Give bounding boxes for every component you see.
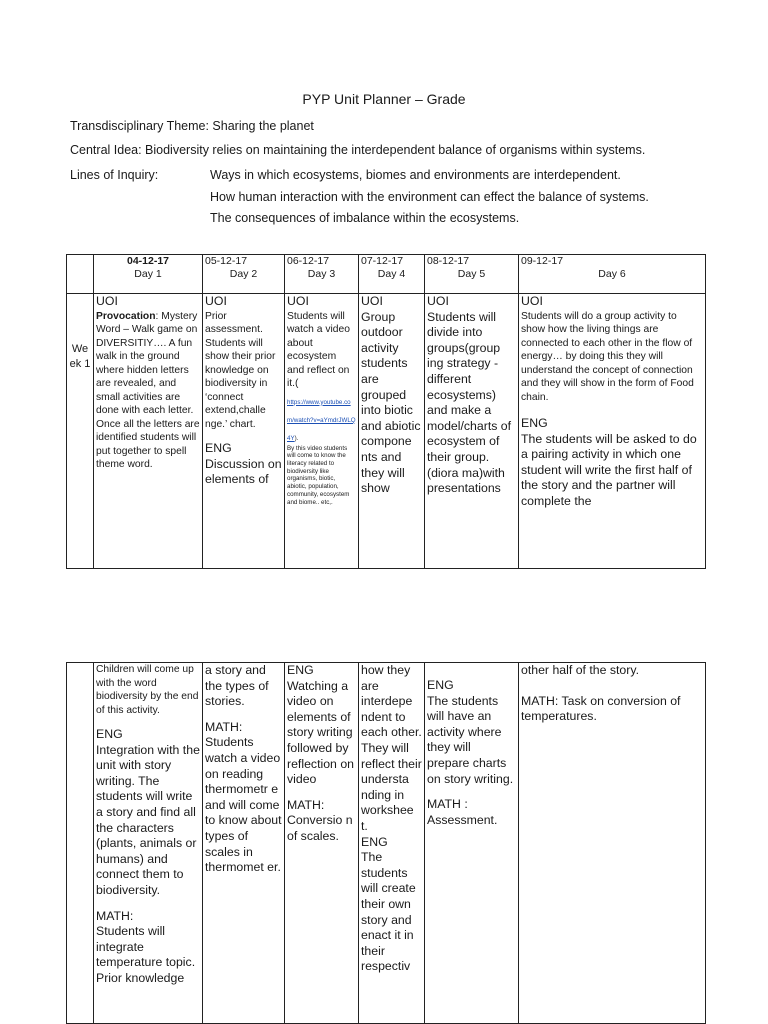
eng-text: Discussion on elements of xyxy=(205,456,282,487)
provocation-text xyxy=(96,310,200,472)
activity-text: Group outdoor activity students are grouped into biotic and abiotic compone nts and they will show xyxy=(361,309,421,496)
activity-note: By this video students will come to know the literacy related to biodiversity like organisms, biotic, abiotic, population, community, ecosystem and biome.. etc,. xyxy=(287,444,350,506)
activity-note: Children will come up with the word biodiversity by the end of this activity. xyxy=(96,664,199,716)
link-close: ). xyxy=(294,434,299,442)
activity-text: how they are interdepe ndent to each other. They will reflect their understa nding in workshee t. xyxy=(361,663,422,833)
eng-label: ENG xyxy=(521,416,548,431)
day-6-cell xyxy=(519,663,706,1024)
planner-table-page-1 xyxy=(66,254,706,569)
uoi-label: UOI xyxy=(205,294,227,308)
day-5-cell xyxy=(425,294,519,569)
math-label: MATH : xyxy=(427,797,468,812)
uoi-label: UOI xyxy=(287,294,309,308)
week-header-cell xyxy=(67,255,94,294)
day-label: Day 5 xyxy=(457,268,486,280)
planner-table-page-2 xyxy=(66,662,706,1024)
eng-text: The students will have an activity where they will prepare charts on story writing. xyxy=(427,693,514,786)
day-date: 08-12-17 xyxy=(427,255,470,267)
day-header-2 xyxy=(203,255,285,294)
day-label: Day 4 xyxy=(377,268,406,280)
eng-label: ENG xyxy=(361,834,388,849)
central-idea: Central Idea: Biodiversity relies on maintaining the interdependent balance of organisms within systems. xyxy=(70,143,646,157)
provocation-label: Provocation xyxy=(96,310,156,322)
day-date: 07-12-17 xyxy=(361,255,404,267)
activity-text: a story and the types of stories. xyxy=(205,663,269,709)
eng-text: Integration with the unit with story writing. The students will write a story and find all the characters (plants, animals or humans) and connect them to biodiversity. xyxy=(96,742,200,897)
day-header-6 xyxy=(519,255,706,294)
day-2-cell xyxy=(203,294,285,569)
week-cell xyxy=(67,663,94,1024)
week-1-row xyxy=(67,294,706,569)
day-date: 06-12-17 xyxy=(287,255,330,267)
math-text: Assessment. xyxy=(427,812,498,827)
day-3-cell xyxy=(285,294,359,569)
eng-label: ENG xyxy=(205,441,232,456)
day-2-cell xyxy=(203,663,285,1024)
page-title: PYP Unit Planner – Grade xyxy=(302,91,466,107)
day-date: 09-12-17 xyxy=(521,255,564,267)
activity-text: Prior assessment. Students will show their prior knowledge on biodiversity in ‘connect extend,challe nge.’ chart. xyxy=(205,310,276,430)
day-4-cell xyxy=(359,663,425,1024)
day-4-cell xyxy=(359,294,425,569)
transdisciplinary-theme: Transdisciplinary Theme: Sharing the planet xyxy=(70,119,314,133)
inquiry-line-2: How human interaction with the environment can effect the balance of systems. xyxy=(210,190,649,204)
video-link[interactable]: https://www.youtube.com/watch?v=aYmdrJWLQ4Y xyxy=(287,398,356,442)
day-1-cell xyxy=(94,663,203,1024)
math-text: Students watch a video on reading thermometr e and will come to know about types of scales in thermomet er. xyxy=(205,735,282,875)
day-label: Day 1 xyxy=(134,268,162,280)
day-header-4 xyxy=(359,255,425,294)
math-text: Students will integrate temperature topic. Prior knowledge xyxy=(96,924,196,985)
week-1-row-continued xyxy=(67,663,706,1024)
math-label: MATH: xyxy=(96,908,134,923)
inquiry-line-3: The consequences of imbalance within the ecosystems. xyxy=(210,211,520,225)
day-5-cell xyxy=(425,663,519,1024)
day-date: 05-12-17 xyxy=(205,255,248,267)
eng-label: ENG xyxy=(287,663,314,677)
day-label: Day 6 xyxy=(598,268,626,280)
uoi-label: UOI xyxy=(427,294,449,308)
day-3-cell xyxy=(285,663,359,1024)
uoi-label: UOI xyxy=(521,294,543,308)
day-header-3 xyxy=(285,255,359,294)
activity-text: Students will watch a video about ecosystem and reflect on it.( xyxy=(287,310,350,390)
math-label: MATH: xyxy=(205,719,243,734)
header-row xyxy=(67,255,706,294)
math-label: MATH: xyxy=(287,797,325,812)
provocation-description: : Mystery Word – Walk game on DIVERSITIY…. A fun walk in the ground where hidden letters are revealed, and small activities are done with each letter. Once all the letters are identified students will put together to spell theme word. xyxy=(96,310,200,471)
uoi-label: UOI xyxy=(361,294,383,308)
week-label: We ek 1 xyxy=(67,294,94,569)
eng-text: The students will create their own story and enact it in their respectiv xyxy=(361,850,416,974)
eng-text: The students will be asked to do a pairing activity in which one student will write the first half of the story and the partner will complete the xyxy=(521,431,697,509)
day-label: Day 3 xyxy=(307,268,336,280)
activity-text: other half of the story. xyxy=(521,663,640,677)
inquiry-line-1: Ways in which ecosystems, biomes and environments are interdependent. xyxy=(210,168,621,182)
activity-text: Students will divide into groups(group ing strategy - different ecosystems) and make a model/charts of ecosystem of their group.(diora ma)with presentations xyxy=(427,309,512,496)
day-header-5 xyxy=(425,255,519,294)
day-header-1 xyxy=(94,255,203,294)
eng-label: ENG xyxy=(96,727,123,741)
eng-label: ENG xyxy=(427,678,454,692)
activity-text: Students will do a group activity to show how the living things are connected to each other in the flow of energy… by doing this they will understand the concept of connection and they will show in the form of Food chain. xyxy=(521,310,694,403)
day-label: Day 2 xyxy=(229,268,258,280)
day-date: 04-12-17 xyxy=(126,255,170,267)
math-text: Conversio n of scales. xyxy=(287,813,353,843)
day-1-cell xyxy=(94,294,203,569)
eng-text: Watching a video on elements of story writing followed by reflection on video xyxy=(287,678,354,787)
lines-of-inquiry-label: Lines of Inquiry: xyxy=(70,168,159,182)
uoi-label: UOI xyxy=(96,294,118,308)
math-text: MATH: Task on conversion of temperatures. xyxy=(521,693,681,724)
day-6-cell xyxy=(519,294,706,569)
